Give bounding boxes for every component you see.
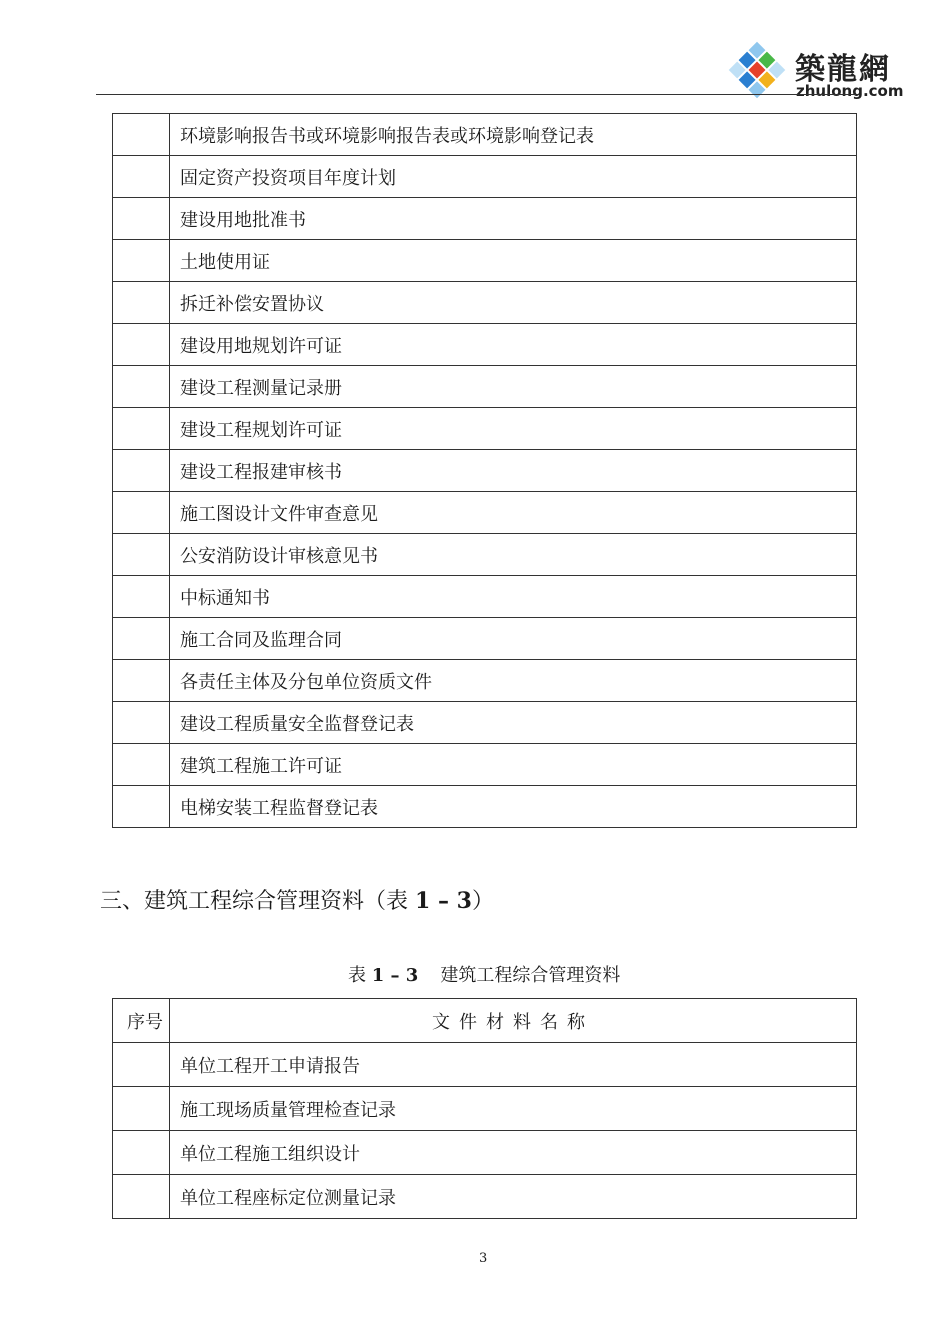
row-seq <box>113 366 170 408</box>
table-row <box>113 1087 857 1131</box>
row-document-name: 公安消防设计审核意见书 <box>170 534 857 576</box>
row-seq <box>113 1087 170 1131</box>
row-seq <box>113 786 170 828</box>
table-row <box>113 1043 857 1087</box>
management-docs-body <box>113 1043 857 1219</box>
row-document-name: 电梯安装工程监督登记表 <box>170 786 857 828</box>
table-row <box>113 534 857 576</box>
row-document-name: 环境影响报告书或环境影响报告表或环境影响登记表 <box>170 114 857 156</box>
table-row <box>113 744 857 786</box>
row-seq <box>113 1175 170 1219</box>
table-row <box>113 492 857 534</box>
table-row <box>113 198 857 240</box>
row-document-name: 中标通知书 <box>170 576 857 618</box>
table-row <box>113 576 857 618</box>
row-seq <box>113 198 170 240</box>
row-document-name: 建设工程测量记录册 <box>170 366 857 408</box>
table-row <box>113 660 857 702</box>
row-document-name: 建筑工程施工许可证 <box>170 744 857 786</box>
header-name: 文件材料名称 <box>170 999 857 1043</box>
row-seq <box>113 576 170 618</box>
row-seq <box>113 324 170 366</box>
row-document-name: 固定资产投资项目年度计划 <box>170 156 857 198</box>
document-list-body <box>113 114 857 828</box>
row-document-name: 建设工程报建审核书 <box>170 450 857 492</box>
header-seq: 序号 <box>113 999 170 1043</box>
table-row <box>113 786 857 828</box>
table-row <box>113 408 857 450</box>
row-document-name: 各责任主体及分包单位资质文件 <box>170 660 857 702</box>
row-seq <box>113 534 170 576</box>
row-seq <box>113 492 170 534</box>
section-heading-prefix: 三、建筑工程综合管理资料（表 <box>100 889 415 914</box>
table-caption <box>348 961 620 987</box>
section-heading <box>100 884 494 915</box>
table-row <box>113 450 857 492</box>
row-document-name: 施工现场质量管理检查记录 <box>170 1087 857 1131</box>
table-row <box>113 324 857 366</box>
table-row <box>113 1175 857 1219</box>
row-seq <box>113 1043 170 1087</box>
row-document-name: 单位工程座标定位测量记录 <box>170 1175 857 1219</box>
section-heading-suffix: ） <box>471 889 494 914</box>
table-row <box>113 156 857 198</box>
table-caption-title: 建筑工程综合管理资料 <box>440 965 621 986</box>
document-list-table <box>112 113 857 828</box>
table-row <box>113 240 857 282</box>
page-number: 3 <box>479 1251 488 1266</box>
section-heading-code: 1 – 3 <box>415 888 472 914</box>
row-seq <box>113 282 170 324</box>
table-caption-code: 1 – 3 <box>371 965 419 986</box>
table-header-row <box>113 999 857 1043</box>
row-document-name: 拆迁补偿安置协议 <box>170 282 857 324</box>
row-seq <box>113 240 170 282</box>
row-seq <box>113 450 170 492</box>
header-divider <box>96 94 856 95</box>
row-document-name: 建设用地批准书 <box>170 198 857 240</box>
row-seq <box>113 660 170 702</box>
row-seq <box>113 408 170 450</box>
row-document-name: 单位工程开工申请报告 <box>170 1043 857 1087</box>
row-document-name: 施工图设计文件审查意见 <box>170 492 857 534</box>
table-row <box>113 366 857 408</box>
row-document-name: 建设用地规划许可证 <box>170 324 857 366</box>
row-document-name: 单位工程施工组织设计 <box>170 1131 857 1175</box>
row-seq <box>113 156 170 198</box>
row-document-name: 土地使用证 <box>170 240 857 282</box>
logo-url: zhulong.com <box>796 82 904 100</box>
table-row <box>113 114 857 156</box>
row-seq <box>113 744 170 786</box>
row-document-name: 建设工程规划许可证 <box>170 408 857 450</box>
row-seq <box>113 618 170 660</box>
row-seq <box>113 702 170 744</box>
logo-brand-name: 築龍網 <box>795 52 891 87</box>
row-seq <box>113 1131 170 1175</box>
table-row <box>113 282 857 324</box>
table-row <box>113 618 857 660</box>
management-docs-table <box>112 998 857 1219</box>
row-document-name: 施工合同及监理合同 <box>170 618 857 660</box>
table-row <box>113 702 857 744</box>
table-row <box>113 1131 857 1175</box>
table-caption-prefix: 表 <box>348 965 372 986</box>
row-seq <box>113 114 170 156</box>
row-document-name: 建设工程质量安全监督登记表 <box>170 702 857 744</box>
